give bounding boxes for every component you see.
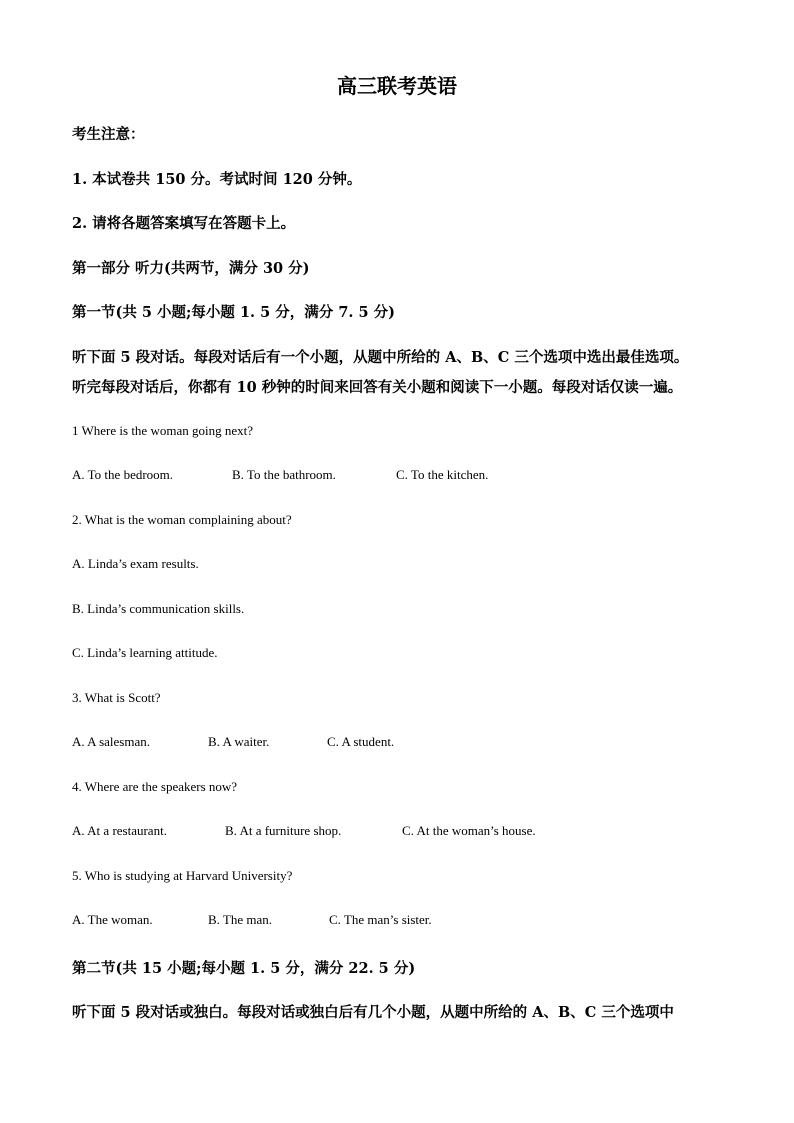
answer-option: A. At a restaurant. — [72, 823, 167, 838]
answer-option: C. At the woman’s house. — [402, 823, 536, 838]
section-two-instructions: 听下面 5 段对话或独白。每段对话或独白后有几个小题，从题中所给的 A、B、C 三个选项中 — [72, 1004, 674, 1021]
question-text: 2. What is the woman complaining about? — [72, 512, 292, 527]
answer-option: B. A waiter. — [208, 734, 270, 749]
answer-option: C. The man’s sister. — [329, 912, 432, 927]
answer-option: A. The woman. — [72, 912, 153, 927]
notice-item: 1. 本试卷共 150 分。考试时间 120 分钟。 — [72, 171, 362, 188]
question-text: 1 Where is the woman going next? — [72, 423, 253, 438]
section-one-instructions: 听完每段对话后，你都有 10 秒钟的时间来回答有关小题和阅读下一小题。每段对话仅读一遍。 — [72, 379, 683, 396]
answer-option: A. To the bedroom. — [72, 467, 174, 482]
section-one-heading: 第一节(共 5 小题;每小题 1. 5 分，满分 7. 5 分) — [72, 304, 395, 321]
question-text: 4. Where are the speakers now? — [72, 779, 238, 794]
page-title: 高三联考英语 — [337, 74, 457, 98]
question-text: 5. Who is studying at Harvard University? — [72, 868, 293, 883]
answer-option: C. To the kitchen. — [396, 467, 489, 482]
section-two-heading: 第二节(共 15 小题;每小题 1. 5 分，满分 22. 5 分) — [72, 960, 416, 977]
answer-option: B. To the bathroom. — [232, 467, 336, 482]
answer-option: C. Linda’s learning attitude. — [72, 645, 218, 660]
answer-option: B. At a furniture shop. — [225, 823, 342, 838]
notice-heading: 考生注意： — [72, 126, 145, 143]
notice-item: 2. 请将各题答案填写在答题卡上。 — [72, 215, 296, 232]
section-one-instructions: 听下面 5 段对话。每段对话后有一个小题，从题中所给的 A、B、C 三个选项中选出最佳选项。 — [72, 349, 689, 366]
answer-option: B. Linda’s communication skills. — [72, 601, 245, 616]
answer-option: A. A salesman. — [72, 734, 150, 749]
part-one-heading: 第一部分 听力(共两节，满分 30 分) — [72, 260, 310, 277]
question-text: 3. What is Scott? — [72, 690, 161, 705]
answer-option: C. A student. — [327, 734, 395, 749]
answer-option: A. Linda’s exam results. — [72, 556, 199, 571]
answer-option: B. The man. — [208, 912, 273, 927]
